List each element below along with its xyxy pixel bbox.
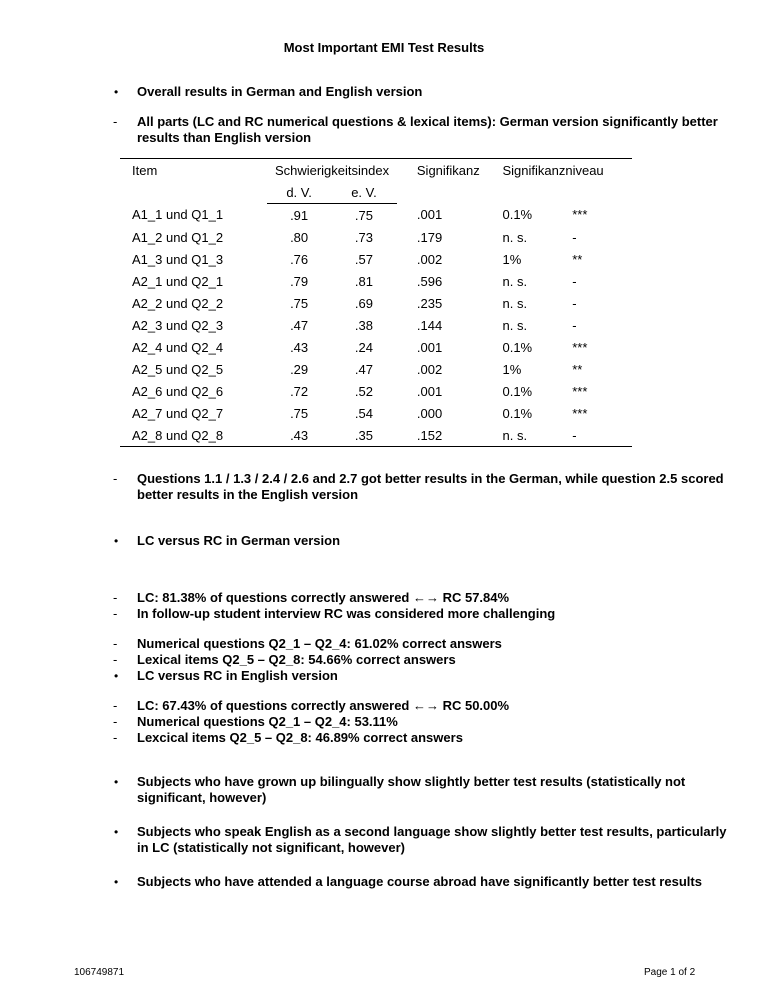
cell-level: n. s. (502, 295, 528, 311)
cell-sig: .002 (416, 361, 443, 377)
cell-sig: .001 (416, 339, 443, 355)
results-table (120, 158, 632, 447)
cell-ev: .24 (354, 339, 373, 355)
dash-marker: - (113, 698, 118, 713)
cell-ev: .75 (354, 207, 373, 223)
cell-dv: .47 (290, 317, 309, 333)
cell-item: A2_7 und Q2_7 (132, 405, 224, 421)
cell-sig: .596 (416, 273, 443, 289)
dash-text: Numerical questions Q2_1 – Q2_4: 61.02% correct answers (137, 636, 502, 651)
table-row (120, 292, 632, 314)
dash-text: Lexical items Q2_5 – Q2_8: 54.66% correct answers (137, 652, 456, 667)
cell-dv: .91 (290, 207, 309, 223)
header-index: Schwierigkeitsindex (274, 162, 390, 178)
dash-text: Lexcical items Q2_5 – Q2_8: 46.89% correct answers (137, 730, 463, 745)
dash-text: In follow-up student interview RC was considered more challenging (137, 606, 556, 621)
dash-marker: - (113, 590, 118, 605)
cell-dv: .76 (290, 251, 309, 267)
cell-dv: .80 (290, 229, 309, 245)
table-row (120, 336, 632, 358)
cell-stars: *** (572, 383, 588, 399)
cell-ev: .47 (354, 361, 373, 377)
cell-item: A1_2 und Q1_2 (132, 229, 224, 245)
cell-stars: - (572, 229, 577, 245)
cell-dv: .75 (290, 405, 309, 421)
cell-item: A2_6 und Q2_6 (132, 383, 224, 399)
dash-text: LC: 81.38% of questions correctly answered ←→ RC 57.84% (137, 590, 510, 605)
table-row (120, 314, 632, 336)
cell-dv: .79 (290, 273, 309, 289)
table-row (120, 380, 632, 402)
cell-ev: .54 (354, 405, 373, 421)
cell-sig: .001 (416, 207, 443, 223)
cell-level: 0.1% (502, 383, 533, 399)
table-subheader-row (120, 181, 632, 204)
cell-level: 0.1% (502, 339, 533, 355)
cell-sig: .001 (416, 383, 443, 399)
cell-ev: .38 (354, 317, 373, 333)
cell-level: 1% (502, 361, 522, 377)
cell-sig: .179 (416, 229, 443, 245)
cell-dv: .72 (290, 383, 309, 399)
cell-ev: .57 (354, 251, 373, 267)
cell-stars: ** (572, 251, 583, 267)
dash-marker: - (113, 714, 118, 729)
header-dv: d. V. (267, 181, 331, 204)
table-row (120, 424, 632, 447)
cell-ev: .73 (354, 229, 373, 245)
cell-stars: - (572, 317, 577, 333)
cell-sig: .002 (416, 251, 443, 267)
cell-dv: .43 (290, 339, 309, 355)
cell-level: n. s. (502, 229, 528, 245)
table-row (120, 226, 632, 248)
cell-stars: *** (572, 339, 588, 355)
footer-doc-id: 106749871 (74, 967, 125, 978)
bullet-marker: • (114, 875, 119, 889)
dash-marker: - (113, 471, 118, 486)
table-row (120, 270, 632, 292)
cell-item: A2_5 und Q2_5 (132, 361, 224, 377)
bullet-text: Subjects who have grown up bilingually show slightly better test results (statistically not significant, however) (137, 774, 686, 805)
cell-stars: - (572, 273, 577, 289)
table-row (120, 358, 632, 380)
cell-stars: ** (572, 361, 583, 377)
dash-text: All parts (LC and RC numerical questions & lexical items): German version significantly better results than English version (137, 114, 718, 145)
cell-stars: - (572, 295, 577, 311)
dash-text: Questions 1.1 / 1.3 / 2.4 / 2.6 and 2.7 got better results in the German, while question 2.5 scored better results in the English version (137, 471, 724, 502)
table-row (120, 204, 632, 227)
header-item: Item (132, 162, 158, 178)
cell-item: A1_3 und Q1_3 (132, 251, 224, 267)
cell-item: A2_8 und Q2_8 (120, 424, 267, 447)
bullet-text: LC versus RC in English version (137, 668, 338, 683)
bullet-marker: • (114, 85, 119, 99)
cell-level: n. s. (502, 424, 572, 447)
cell-stars: *** (572, 207, 588, 223)
cell-dv: .43 (267, 424, 331, 447)
cell-stars: *** (572, 405, 588, 421)
cell-level: 0.1% (502, 405, 533, 421)
footer-page-number: Page 1 of 2 (644, 967, 696, 978)
cell-ev: .35 (331, 424, 397, 447)
dash-text: Numerical questions Q2_1 – Q2_4: 53.11% (137, 714, 398, 729)
bullet-marker: • (114, 534, 119, 548)
cell-ev: .52 (354, 383, 373, 399)
cell-sig: .235 (416, 295, 443, 311)
dash-marker: - (113, 606, 118, 621)
cell-level: 1% (502, 251, 522, 267)
cell-sig: .000 (416, 405, 443, 421)
cell-item: A2_4 und Q2_4 (132, 339, 224, 355)
table-header-row (120, 159, 632, 182)
cell-level: n. s. (502, 273, 528, 289)
bullet-text: Subjects who have attended a language course abroad have significantly better test results (137, 874, 702, 889)
dash-marker: - (113, 730, 118, 745)
bullet-text: Overall results in German and English version (137, 84, 423, 99)
dash-marker: - (113, 652, 118, 667)
cell-item: A1_1 und Q1_1 (132, 207, 224, 223)
dash-text: LC: 67.43% of questions correctly answered ←→ RC 50.00% (137, 698, 510, 713)
bullet-marker: • (114, 775, 119, 789)
dash-marker: - (113, 636, 118, 651)
cell-ev: .69 (354, 295, 373, 311)
bullet-text: Subjects who speak English as a second language show slightly better test results, particularly in LC (statistically not significant, however) (137, 824, 727, 855)
table-row (120, 248, 632, 270)
cell-level: n. s. (502, 317, 528, 333)
cell-sig: .152 (397, 424, 503, 447)
page-title: Most Important EMI Test Results (283, 40, 485, 55)
cell-item: A2_1 und Q2_1 (132, 273, 224, 289)
header-level: Signifikanzniveau (502, 162, 604, 178)
bullet-text: LC versus RC in German version (137, 533, 341, 548)
cell-sig: .144 (416, 317, 443, 333)
cell-stars: - (572, 424, 632, 447)
cell-item: A2_3 und Q2_3 (132, 317, 224, 333)
header-ev: e. V. (331, 181, 397, 204)
cell-dv: .29 (290, 361, 309, 377)
dash-marker: - (113, 114, 118, 129)
cell-dv: .75 (290, 295, 309, 311)
bullet-marker: • (114, 825, 119, 839)
cell-ev: .81 (354, 273, 373, 289)
table-row (120, 402, 632, 424)
header-sig: Signifikanz (416, 162, 480, 178)
bullet-marker: • (114, 669, 119, 683)
cell-item: A2_2 und Q2_2 (132, 295, 224, 311)
cell-level: 0.1% (502, 207, 533, 223)
